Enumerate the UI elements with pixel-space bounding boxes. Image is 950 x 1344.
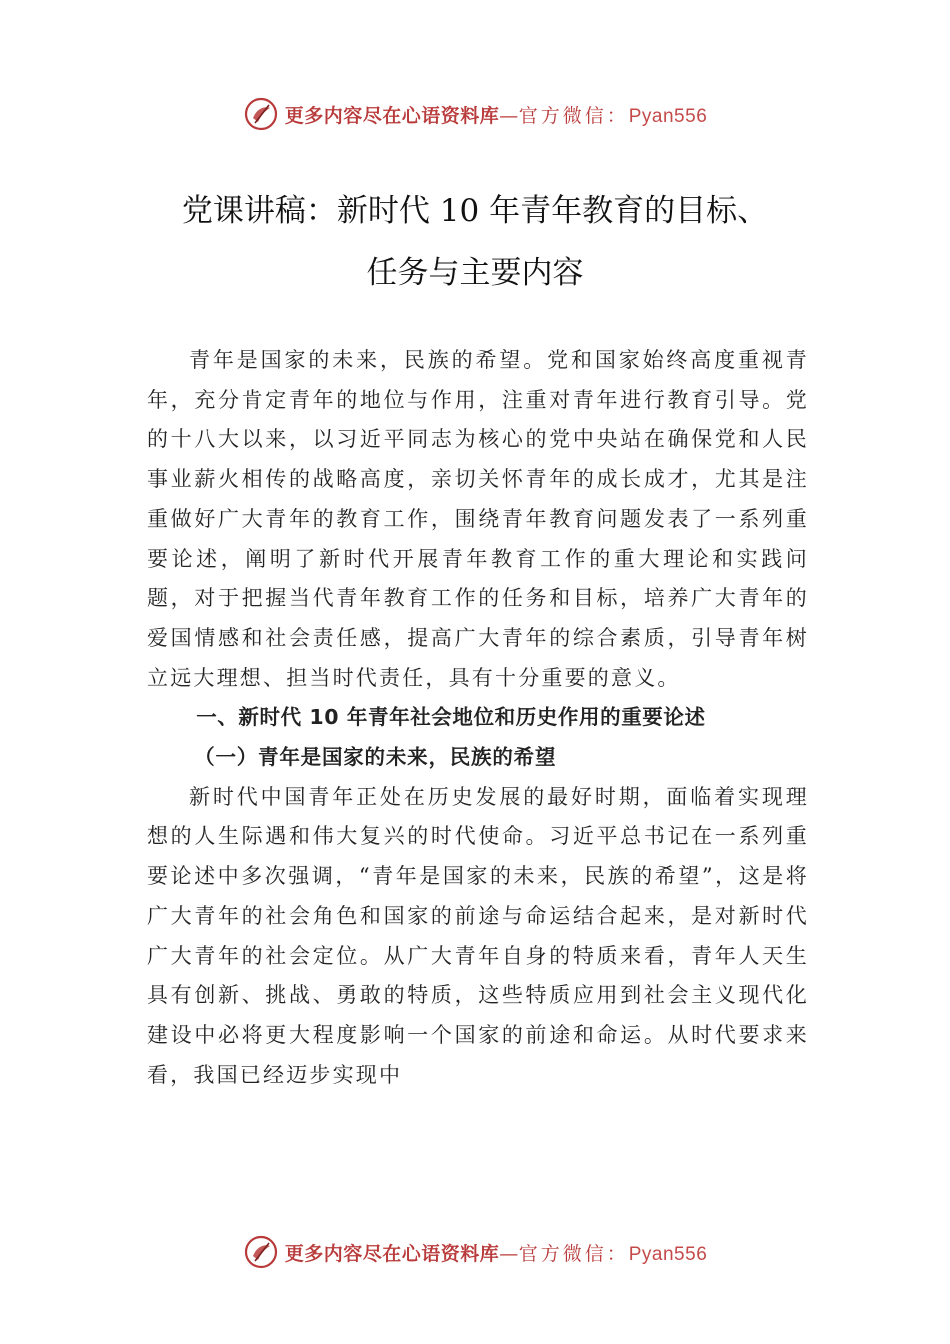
brand-logo-icon	[243, 96, 279, 132]
title-line-1: 党课讲稿：新时代 10 年青年教育的目标、	[181, 193, 769, 229]
banner-wechat-label: 官方微信：	[518, 1242, 629, 1265]
banner-wechat-label: 官方微信：	[518, 104, 629, 127]
body-paragraph: 新时代中国青年正处在历史发展的最好时期，面临着实现理想的人生际遇和伟大复兴的时代使命。习近平总书记在一系列重要论述中多次强调，“青年是国家的未来，民族的希望”，这是将广大青年的社会角色和国家的前途与命运结合起来，是对新时代广大青年的社会定位。从广大青年自身的特质来看，青年人天生具有创新、挑战、勇敢的特质，这些特质应用到社会主义现代化建设中必将更大程度影响一个国家的前途和命运。从时代要求来看，我国已经迈步实现中	[147, 784, 809, 1087]
brand-logo-icon	[243, 1234, 279, 1270]
banner-highlight: 更多内容尽在心语资料库	[284, 1242, 500, 1265]
banner-dash: —	[499, 104, 519, 127]
subsection-heading-1: （一）青年是国家的未来，民族的希望	[194, 745, 557, 770]
banner-text	[285, 1239, 708, 1266]
document-body	[147, 341, 809, 1095]
intro-paragraph: 青年是国家的未来，民族的希望。党和国家始终高度重视青年，充分肯定青年的地位与作用，注重对青年进行教育引导。党的十八大以来，以习近平同志为核心的党中央站在确保党和人民事业薪火相传的战略高度，亲切关怀青年的成长成才，尤其是注重做好广大青年的教育工作，围绕青年教育问题发表了一系列重要论述，阐明了新时代开展青年教育工作的重大理论和实践问题，对于把握当代青年教育工作的任务和目标，培养广大青年的爱国情感和社会责任感，提高广大青年的综合素质，引导青年树立远大理想、担当时代责任，具有十分重要的意义。	[147, 348, 809, 690]
banner-text	[285, 101, 708, 128]
title-line-2: 任务与主要内容	[366, 255, 584, 291]
section-heading-1: 一、新时代 10 年青年社会地位和历史作用的重要论述	[196, 705, 706, 730]
header-banner	[0, 94, 950, 134]
banner-wechat-id: Pyan556	[628, 1243, 708, 1265]
document-title	[100, 180, 850, 304]
footer-banner	[0, 1232, 950, 1272]
banner-highlight: 更多内容尽在心语资料库	[284, 104, 500, 127]
banner-dash: —	[499, 1242, 519, 1265]
banner-wechat-id: Pyan556	[628, 105, 708, 127]
